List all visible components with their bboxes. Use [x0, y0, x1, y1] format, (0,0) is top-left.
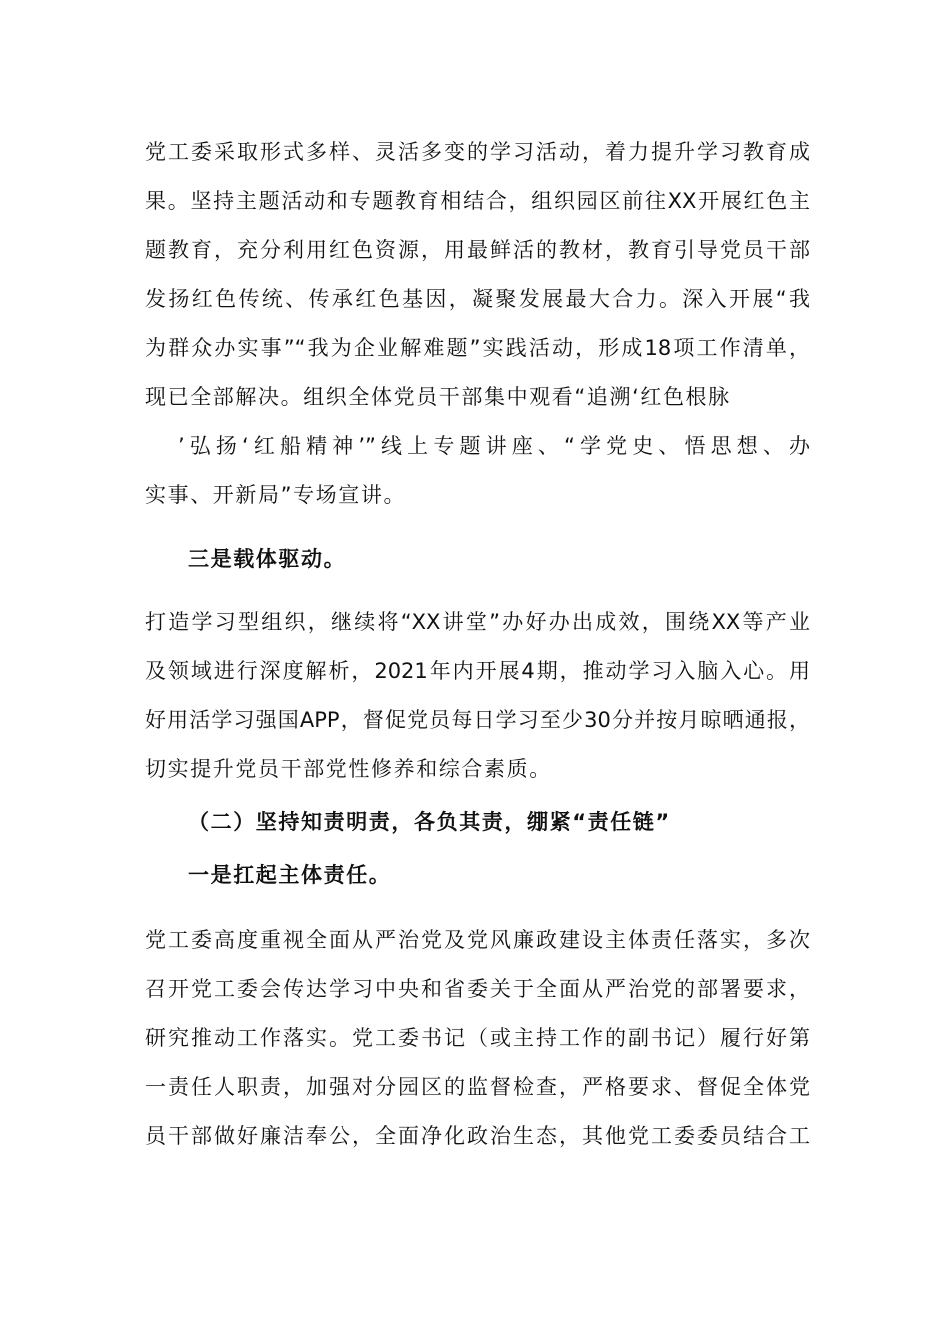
- subheading: 一是扛起主体责任。: [188, 863, 392, 887]
- subheading: 三是载体驱动。: [188, 547, 347, 571]
- paragraph-line: 党工委采取形式多样、灵活多变的学习活动，着力提升学习教育成: [145, 140, 810, 164]
- paragraph-line: 党工委高度重视全面从严治党及党风廉政建设主体责任落实，多次: [145, 928, 810, 952]
- paragraph-line: 打造学习型组织，继续将“XX讲堂”办好办出成效，围绕XX等产业: [145, 610, 810, 634]
- paragraph-line: 为群众办实事”“我为企业解难题”实践活动，形成18项工作清单，: [145, 336, 810, 360]
- paragraph-line: 召开党工委会传达学习中央和省委关于全面从严治党的部署要求，: [145, 977, 810, 1001]
- paragraph-line: 研究推动工作落实。党工委书记（或主持工作的副书记）履行好第: [145, 1026, 810, 1050]
- paragraph-line: 员干部做好廉洁奉公，全面净化政治生态，其他党工委委员结合工: [145, 1124, 810, 1148]
- paragraph-line: 及领域进行深度解析，2021年内开展4期，推动学习入脑入心。用: [145, 659, 810, 683]
- paragraph-line: 果。坚持主题活动和专题教育相结合，组织园区前往XX开展红色主: [145, 189, 810, 213]
- paragraph-line: 题教育，充分利用红色资源，用最鲜活的教材，教育引导党员干部: [145, 238, 810, 262]
- paragraph-line: 一责任人职责，加强对分园区的监督检查，严格要求、督促全体党: [145, 1075, 810, 1099]
- paragraph-line: 发扬红色传统、传承红色基因，凝聚发展最大合力。深入开展“我: [145, 287, 810, 311]
- section-heading: （二）坚持知责明责，各负其责，绷紧“责任链”: [188, 810, 671, 834]
- paragraph-line: 好用活学习强国APP，督促党员每日学习至少30分并按月晾晒通报，: [145, 708, 810, 732]
- paragraph-line: 现已全部解决。组织全体党员干部集中观看“追溯‘红色根脉: [145, 385, 731, 409]
- paragraph-line: 实事、开新局”专场宣讲。: [145, 483, 407, 507]
- paragraph-line: ’弘扬‘红船精神’”线上专题讲座、“学党史、悟思想、办: [178, 434, 810, 458]
- paragraph-line: 切实提升党员干部党性修养和综合素质。: [145, 757, 552, 781]
